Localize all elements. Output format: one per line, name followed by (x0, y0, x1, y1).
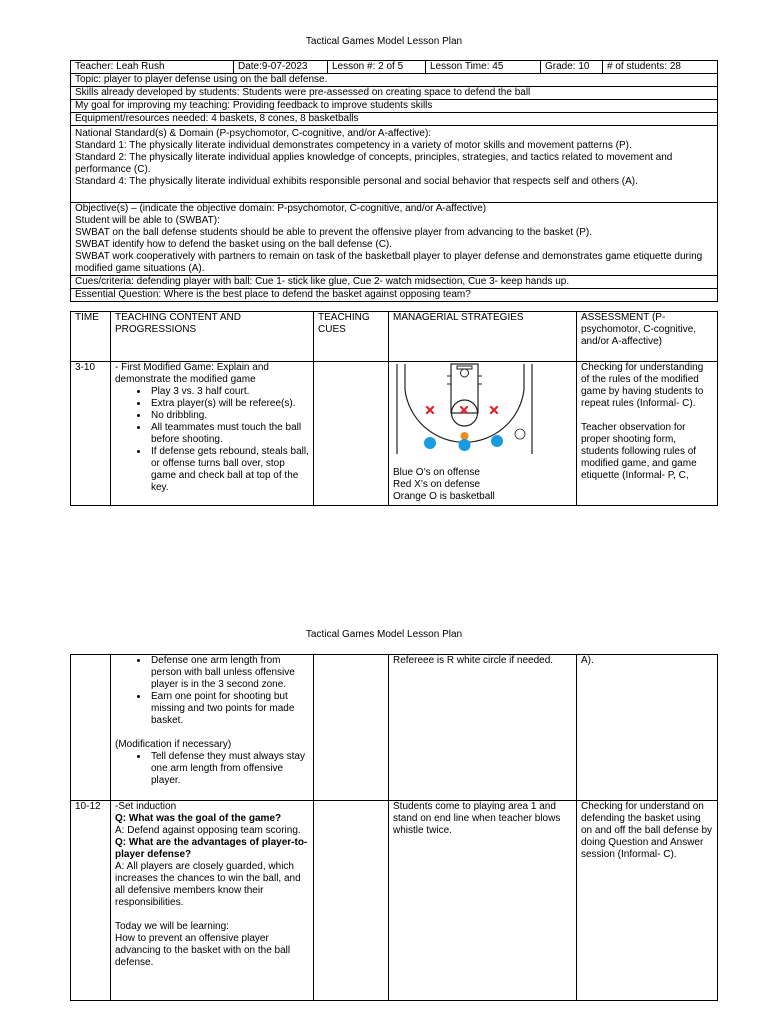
defense-x-marker (461, 407, 467, 413)
offense-o-marker (491, 435, 503, 447)
row1-cues (314, 362, 389, 506)
legend-defense: Red X’s on defense (393, 479, 481, 490)
goal-row: My goal for improving my teaching: Providing feedback to improve students skills (71, 100, 718, 113)
lesson-info-table (70, 60, 718, 302)
modification-list (115, 751, 309, 787)
key-lane (451, 364, 478, 413)
row2-content (111, 655, 314, 801)
defense-x-marker (427, 407, 433, 413)
rule-item: • No dribbling. (149, 410, 309, 422)
today-learning-heading: Today we will be learning: (115, 921, 229, 932)
row2-cues (314, 655, 389, 801)
grade-cell: Grade: 10 (541, 61, 603, 74)
question-1: Q: What was the goal of the game? (115, 813, 282, 824)
lesson-time-cell: Lesson Time: 45 (426, 61, 541, 74)
topic-row: Topic: player to player defense using on the ball defense. (71, 74, 718, 87)
row3-managerial: Students come to playing area 1 and stand on end line when teacher blows whistle twice. (389, 801, 577, 1001)
answer-1: A: Defend against opposing team scoring. (115, 825, 301, 836)
rule-item: • Defense one arm length from person with ball unless offensive player is in the 3 second zone. (149, 655, 309, 691)
row2-assessment: A). (577, 655, 718, 801)
row3-time: 10-12 (71, 801, 111, 1001)
col-content-header: TEACHING CONTENT AND PROGRESSIONS (111, 312, 314, 362)
rule-item: • Play 3 vs. 3 half court. (149, 386, 309, 398)
row1-managerial (389, 362, 577, 506)
objective-c: SWBAT identify how to defend the basket using on the ball defense (C). (75, 239, 393, 250)
col-time-header: TIME (71, 312, 111, 362)
standards-heading: National Standard(s) & Domain (P-psychomotor, C-cognitive, and/or A-affective): (75, 128, 432, 139)
objective-a: SWBAT work cooperatively with partners to remain on task of the basketball player to player defense and demonstrates game etiquette during modified game situations (A). (75, 251, 703, 274)
objectives-row (71, 203, 718, 276)
rule-item: • Extra player(s) will be referee(s). (149, 398, 309, 410)
plan-table-page-2 (70, 654, 718, 1001)
row2-managerial: Refereee is R white circle if needed. (389, 655, 577, 801)
rule-item: • All teammates must touch the ball before shooting. (149, 422, 309, 446)
offense-o-marker (459, 439, 471, 451)
row1-time: 3-10 (71, 362, 111, 506)
legend-ball: Orange O is basketball (393, 491, 495, 502)
row3-cues (314, 801, 389, 1001)
row1-intro: - First Modified Game: Explain and demonstrate the modified game (115, 362, 269, 385)
skills-row: Skills already developed by students: Students were pre-assessed on creating space to defend the ball (71, 87, 718, 100)
equipment-row: Equipment/resources needed: 4 baskets, 8 cones, 8 basketballs (71, 113, 718, 126)
assessment-observation: Teacher observation for proper shooting form, students following rules of modified game, and game etiquette (Informal- P, C, (581, 422, 697, 481)
lesson-number-cell: Lesson #: 2 of 5 (328, 61, 426, 74)
row1-rules-list (115, 386, 309, 494)
objectives-heading: Objective(s) – (indicate the objective domain: P-psychomotor, C-cognitive, and/or A-affective) (75, 203, 487, 214)
row1-content (111, 362, 314, 506)
col-cues-header: TEACHING CUES (314, 312, 389, 362)
col-assessment-header: ASSESSMENT (P-psychomotor, C-cognitive, and/or A-affective) (577, 312, 718, 362)
standards-row (71, 126, 718, 203)
date-cell: Date:9-07-2023 (234, 61, 328, 74)
teacher-cell: Teacher: Leah Rush (71, 61, 234, 74)
objectives-swbat: Student will be able to (SWBAT): (75, 215, 220, 226)
plan-table-page-1 (70, 311, 718, 506)
offense-o-marker (424, 437, 436, 449)
referee-r-marker (515, 429, 525, 439)
row3-assessment: Checking for understand on defending the basket using on and off the ball defense by doing Question and Answer session (Informal- C). (577, 801, 718, 1001)
basketball-marker (461, 432, 469, 440)
page-title-2: Tactical Games Model Lesson Plan (305, 629, 463, 640)
cues-row: Cues/criteria: defending player with ball: Cue 1- stick like glue, Cue 2- watch midsection, Cue 3- keep hands up. (71, 276, 718, 289)
standard-2: Standard 2: The physically literate individual applies knowledge of concepts, principles, strategies, and tactics related to movement and performance (C). (75, 152, 673, 175)
rule-item: • If defense gets rebound, steals ball, or offense turns ball over, stop game and check ball at top of the key. (149, 446, 309, 494)
standard-1: Standard 1: The physically literate individual demonstrates competency in a variety of motor skills and movement patterns (P). (75, 140, 632, 151)
legend-offense: Blue O’s on offense (393, 467, 480, 478)
rule-item: • Earn one point for shooting but missing and two points for made basket. (149, 691, 309, 727)
row1-assessment (577, 362, 718, 506)
assessment-rules-check: Checking for understanding of the rules of the modified game by having students to repeat rules (Informal- C). (581, 362, 704, 409)
modification-heading: (Modification if necessary) (115, 739, 232, 750)
row2-rules-list (115, 655, 309, 727)
answer-2: A: All players are closely guarded, which increases the chances to win the ball, and all defensive members know their responsibilities. (115, 861, 301, 908)
col-managerial-header: MANAGERIAL STRATEGIES (389, 312, 577, 362)
modification-item: • Tell defense they must always stay one arm length from offensive player. (149, 751, 309, 787)
set-induction: -Set induction (115, 801, 177, 812)
hoop (461, 369, 469, 377)
page-title: Tactical Games Model Lesson Plan (305, 36, 463, 47)
question-2: Q: What are the advantages of player-to-player defense? (115, 837, 308, 860)
standard-4: Standard 4: The physically literate individual exhibits responsible personal and social behavior that respects self and others (A). (75, 176, 638, 187)
half-court-diagram (393, 362, 576, 467)
defense-markers (427, 407, 497, 413)
three-point-arc (405, 364, 524, 442)
row2-time (71, 655, 111, 801)
objective-p: SWBAT on the ball defense students should be able to prevent the offensive player from advancing to the basket (P). (75, 227, 592, 238)
essential-question-row: Essential Question: Where is the best place to defend the basket against opposing team? (71, 289, 718, 302)
today-learning-text: How to prevent an offensive player advancing to the basket with on the ball defense. (115, 933, 291, 968)
students-cell: # of students: 28 (603, 61, 718, 74)
row3-content (111, 801, 314, 1001)
defense-x-marker (491, 407, 497, 413)
